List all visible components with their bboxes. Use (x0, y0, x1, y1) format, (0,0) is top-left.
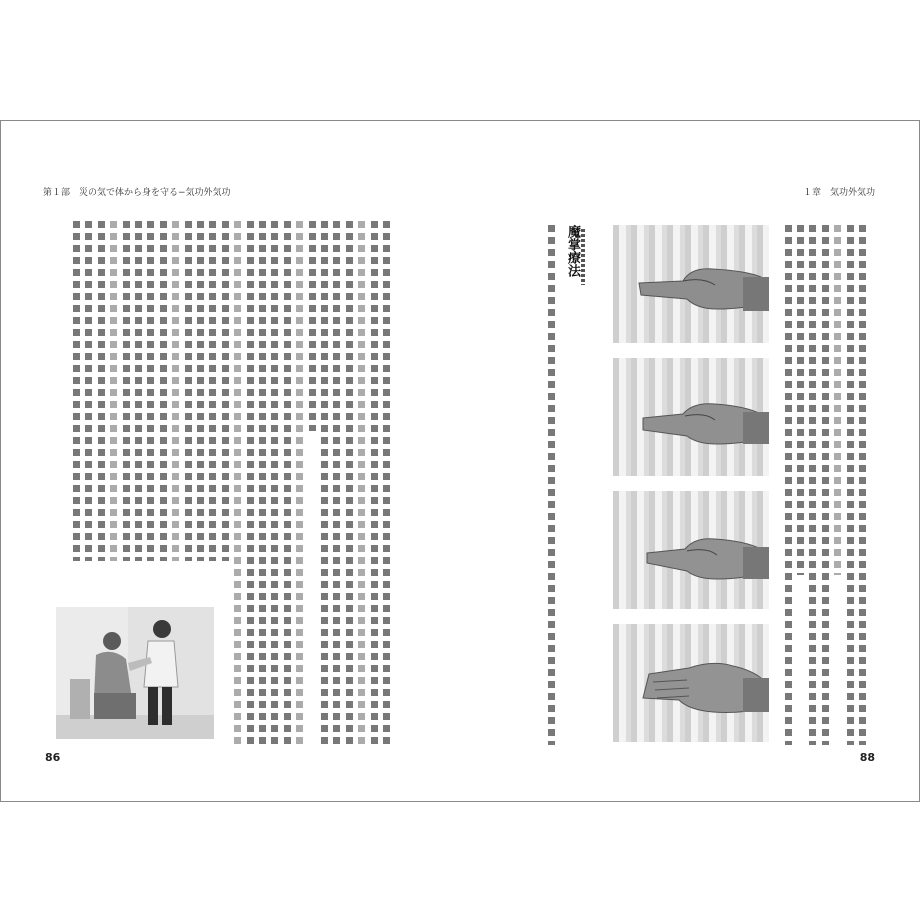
book-spread (0, 120, 920, 802)
text-column (247, 221, 254, 746)
text-column (197, 221, 204, 561)
hand-pointing-gesture-icon (613, 225, 769, 343)
hand-open-palm-gesture-icon (613, 624, 769, 742)
text-column (284, 221, 291, 746)
hand-photo-2 (613, 358, 769, 476)
text-column (358, 221, 365, 746)
text-column (834, 225, 841, 575)
hand-photo-4 (613, 624, 769, 742)
text-column (822, 225, 829, 745)
text-column (809, 225, 816, 745)
text-column (271, 221, 278, 746)
text-column (383, 221, 390, 746)
text-column (309, 221, 316, 431)
text-column (797, 225, 804, 575)
section-title-ruby (581, 229, 585, 285)
text-column (333, 221, 340, 746)
text-column (172, 221, 179, 561)
text-column (147, 221, 154, 561)
text-column (548, 225, 555, 745)
text-column (321, 221, 328, 746)
text-column (123, 221, 130, 561)
hand-photo-1 (613, 225, 769, 343)
text-column (73, 221, 80, 561)
text-column (209, 221, 216, 561)
left-page-header: 第１部 災の気で体から身を守る−気功外気功 (43, 188, 231, 198)
section-title: 魔掌療法 (565, 225, 580, 277)
text-column (259, 221, 266, 746)
left-page-number: 86 (45, 751, 61, 764)
text-column (346, 221, 353, 746)
text-column (110, 221, 117, 561)
text-column (135, 221, 142, 561)
hand-pointing-gesture-icon (613, 491, 769, 609)
text-column (847, 225, 854, 745)
left-page-photo (56, 607, 214, 739)
text-column (296, 221, 303, 746)
text-column (85, 221, 92, 561)
text-column (371, 221, 378, 746)
text-column (859, 225, 866, 745)
text-column (160, 221, 167, 561)
text-column (98, 221, 105, 561)
text-column (785, 225, 792, 745)
text-column (222, 221, 229, 561)
hand-photo-3 (613, 491, 769, 609)
right-page-number: 88 (859, 751, 875, 764)
text-column (234, 221, 241, 746)
right-page-header: １章 気功外気功 (802, 188, 875, 198)
hand-pointing-gesture-icon (613, 358, 769, 476)
text-column (185, 221, 192, 561)
practitioner-treating-seated-person-icon (56, 607, 214, 739)
